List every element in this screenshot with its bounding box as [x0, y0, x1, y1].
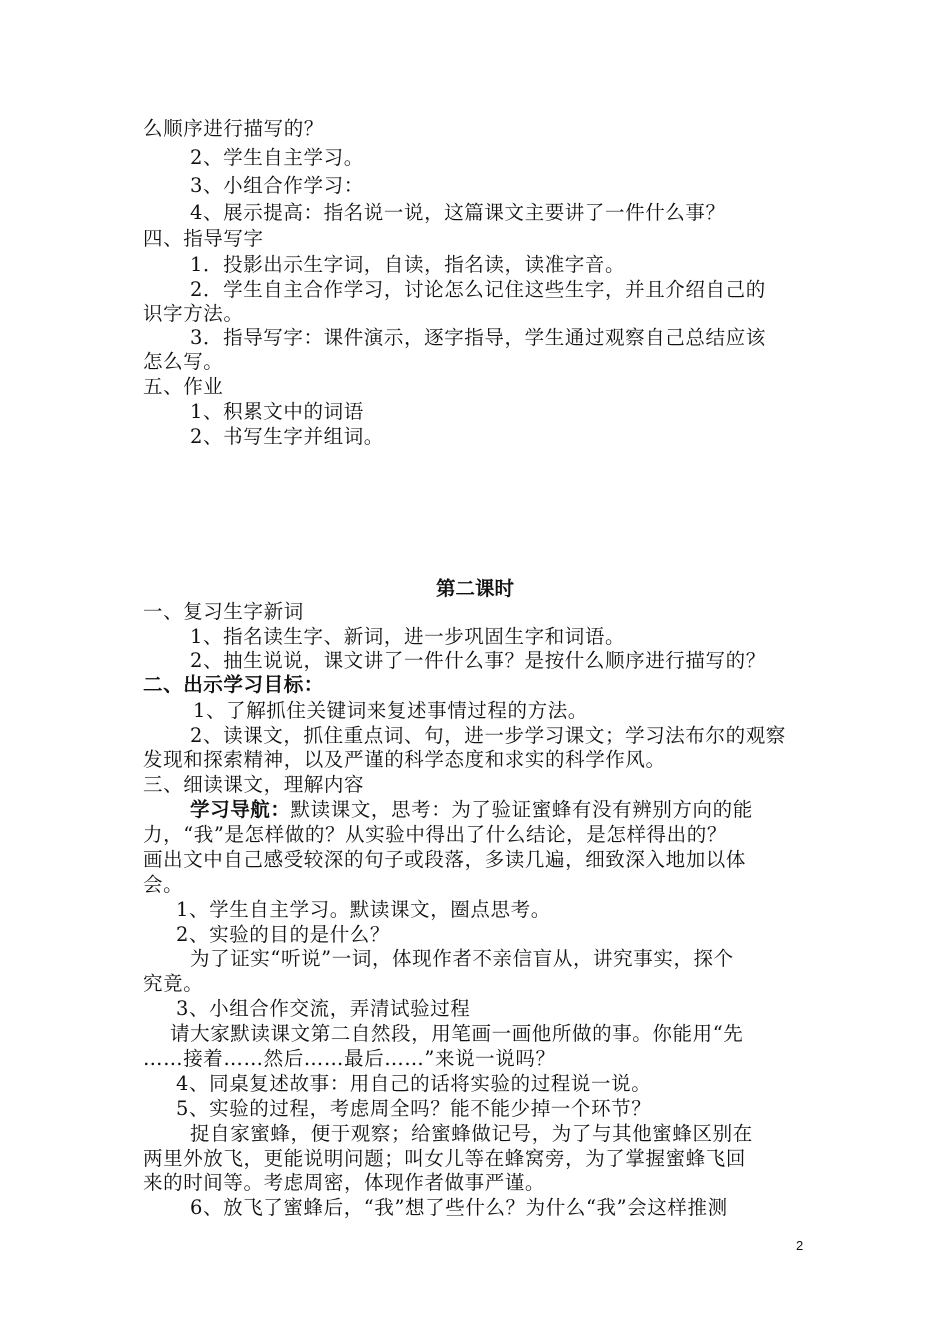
section-heading: 一、复习生字新词: [143, 600, 304, 623]
study-guide-text: 默读课文，思考：为了验证蜜蜂有没有辨别方向的能: [290, 798, 753, 821]
text-line: 2、读课文，抓住重点词、句，进一步学习课文；学习法布尔的观察: [190, 724, 786, 747]
text-line: 1、了解抓住关键词来复述事情过程的方法。: [193, 699, 588, 722]
text-line: 3．指导写字：课件演示，逐字指导，学生通过观察自己总结应该: [190, 326, 766, 349]
text-line: 2、学生自主学习。: [190, 146, 364, 169]
text-line: 1．投影出示生字词，自读，指名读，读准字音。: [190, 253, 626, 276]
text-line: 4、展示提高：指名说一说，这篇课文主要讲了一件什么事？: [190, 201, 726, 224]
text-line: 究竟。: [143, 972, 204, 995]
text-line: 为了证实“听说”一词，体现作者不亲信盲从，讲究事实，探个: [190, 947, 734, 970]
text-line: 3、小组合作学习：: [190, 174, 364, 197]
text-line: 5、实验的过程，考虑周全吗？能不能少掉一个环节？: [176, 1097, 652, 1120]
page-number: 2: [796, 1238, 804, 1253]
text-line: 2．学生自主合作学习，讨论怎么记住这些生字，并且介绍自己的: [190, 278, 766, 301]
text-line: 2、实验的目的是什么？: [176, 923, 391, 946]
text-line: 请大家默读课文第二自然段，用笔画一画他所做的事。你能用“先: [170, 1022, 744, 1045]
study-guide-label: 学习导航：: [190, 798, 291, 821]
section-heading: 二、出示学习目标：: [143, 673, 324, 696]
text-line: 1、积累文中的词语: [190, 400, 364, 423]
text-line: 2、书写生字并组词。: [190, 425, 384, 448]
text-line: 力，“我”是怎样做的？从实验中得出了什么结论，是怎样得出的？: [143, 823, 727, 846]
section-heading: 四、指导写字: [143, 227, 264, 250]
text-line: [190, 797, 870, 823]
text-line: 怎么写。: [143, 350, 224, 373]
text-line: 1、指名读生字、新词，进一步巩固生字和词语。: [190, 625, 626, 648]
text-line: 发现和探索精神，以及严谨的科学态度和求实的科学作风。: [143, 748, 666, 771]
text-line: 1、学生自主学习。默读课文，圈点思考。: [176, 898, 551, 921]
text-line: 识字方法。: [143, 302, 244, 325]
text-line: 么顺序进行描写的？: [143, 117, 324, 140]
text-line: 捉自家蜜蜂，便于观察；给蜜蜂做记号，为了与其他蜜蜂区别在: [190, 1122, 753, 1145]
section-heading: 五、作业: [143, 375, 224, 398]
text-line: 2、抽生说说，课文讲了一件什么事？是按什么顺序进行描写的？: [190, 649, 766, 672]
text-line: 来的时间等。考虑周密，体现作者做事严谨。: [143, 1171, 546, 1194]
text-line: ……接着……然后……最后……”来说一说吗？: [143, 1047, 556, 1070]
text-line: 会。: [143, 873, 184, 896]
text-line: 画出文中自己感受较深的句子或段落，多读几遍，细致深入地加以体: [143, 848, 747, 871]
text-line: 6、放飞了蜜蜂后，“我”想了些什么？为什么“我”会这样推测: [190, 1196, 728, 1219]
section-title: 第二课时: [435, 577, 514, 600]
section-heading: 三、细读课文，理解内容: [143, 773, 365, 796]
text-line: 两里外放飞，更能说明问题；叫女儿等在蜂窝旁，为了掌握蜜蜂飞回: [143, 1147, 747, 1170]
text-line: 3、小组合作交流，弄清试验过程: [176, 997, 471, 1020]
text-line: 4、同桌复述故事：用自己的话将实验的过程说一说。: [176, 1072, 652, 1095]
